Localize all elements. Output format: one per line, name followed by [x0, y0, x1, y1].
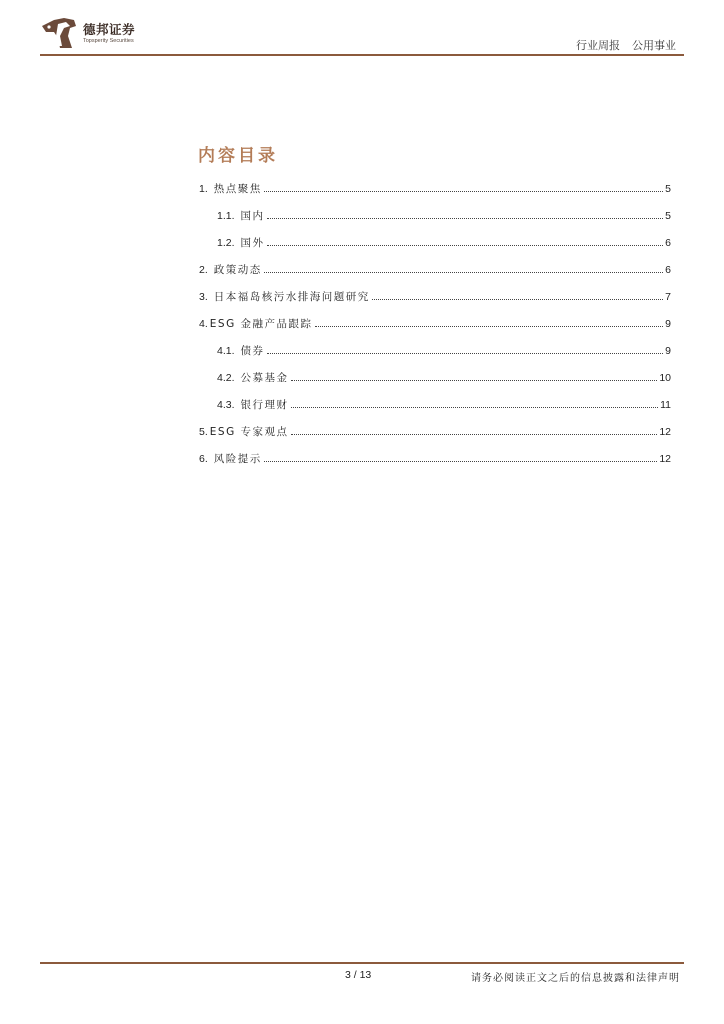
- toc-item-label: 公募基金: [240, 372, 289, 384]
- toc-item-label: 政策动态: [213, 264, 262, 276]
- toc-item-label: 银行理财: [240, 399, 289, 411]
- toc-item-number: 2.: [199, 264, 208, 276]
- report-type: [576, 37, 676, 53]
- toc-item-page: 6: [665, 237, 671, 249]
- toc-item-overseas[interactable]: [199, 235, 671, 262]
- toc-item-page: 11: [660, 399, 671, 411]
- toc-item-page: 12: [659, 426, 671, 438]
- toc-leader-dots: [315, 326, 664, 327]
- toc-item-page: 7: [665, 291, 671, 303]
- toc-leader-dots: [264, 191, 663, 192]
- toc-leader-dots: [372, 299, 663, 300]
- logo-en-text: Topsperity Securities: [83, 38, 134, 44]
- toc-item-label: 热点聚焦: [213, 183, 262, 195]
- toc-item-number: 3.: [199, 291, 208, 303]
- toc-leader-dots: [291, 434, 658, 435]
- report-sector: 公用事业: [632, 39, 676, 52]
- toc-item-page: 5: [665, 183, 671, 195]
- toc-item-page: 5: [665, 210, 671, 222]
- toc-item-page: 6: [665, 264, 671, 276]
- toc-item-bank-wealth[interactable]: [199, 397, 671, 424]
- toc-leader-dots: [291, 407, 659, 408]
- toc-item-mutual-funds[interactable]: [199, 370, 671, 397]
- toc-leader-dots: [264, 461, 658, 462]
- toc-item-label: 日本福岛核污水排海问题研究: [213, 291, 370, 303]
- toc-item-hot-topics[interactable]: [199, 181, 671, 208]
- header-divider: [40, 54, 684, 56]
- toc-item-label: ESG 金融产品跟踪: [209, 318, 313, 330]
- toc-item-fukushima[interactable]: [199, 289, 671, 316]
- table-of-contents: [199, 181, 671, 478]
- toc-item-policy[interactable]: [199, 262, 671, 289]
- toc-item-number: 5.: [199, 426, 208, 438]
- toc-item-label: ESG 专家观点: [209, 426, 289, 438]
- toc-item-bonds[interactable]: [199, 343, 671, 370]
- toc-item-label: 国内: [240, 210, 265, 222]
- toc-leader-dots: [264, 272, 663, 273]
- toc-item-number: 4.2.: [217, 372, 235, 384]
- toc-item-page: 9: [665, 345, 671, 357]
- toc-item-domestic[interactable]: [199, 208, 671, 235]
- legal-disclaimer: 请务必阅读正文之后的信息披露和法律声明: [471, 973, 680, 984]
- toc-item-esg-products[interactable]: [199, 316, 671, 343]
- toc-item-risks[interactable]: [199, 451, 671, 478]
- toc-item-number: 1.1.: [217, 210, 235, 222]
- footer-divider: [40, 962, 684, 964]
- toc-leader-dots: [267, 245, 664, 246]
- toc-item-number: 4.: [199, 318, 208, 330]
- toc-title: 内容目录: [198, 146, 278, 166]
- logo-mark-icon: [40, 16, 78, 50]
- toc-item-page: 10: [659, 372, 671, 384]
- logo-cn-text: 德邦证券: [83, 22, 136, 37]
- toc-item-label: 国外: [240, 237, 265, 249]
- toc-leader-dots: [267, 353, 664, 354]
- toc-item-label: 风险提示: [213, 453, 262, 465]
- toc-item-esg-experts[interactable]: [199, 424, 671, 451]
- toc-item-label: 债券: [240, 345, 265, 357]
- toc-item-number: 6.: [199, 453, 208, 465]
- toc-item-number: 1.2.: [217, 237, 235, 249]
- toc-item-page: 12: [659, 453, 671, 465]
- toc-item-number: 1.: [199, 183, 208, 195]
- toc-leader-dots: [291, 380, 658, 381]
- toc-item-page: 9: [665, 318, 671, 330]
- report-category: 行业周报: [576, 39, 620, 52]
- company-logo: [40, 16, 160, 50]
- page-number: 3 / 13: [345, 969, 372, 981]
- toc-leader-dots: [267, 218, 664, 219]
- toc-item-number: 4.3.: [217, 399, 235, 411]
- toc-item-number: 4.1.: [217, 345, 235, 357]
